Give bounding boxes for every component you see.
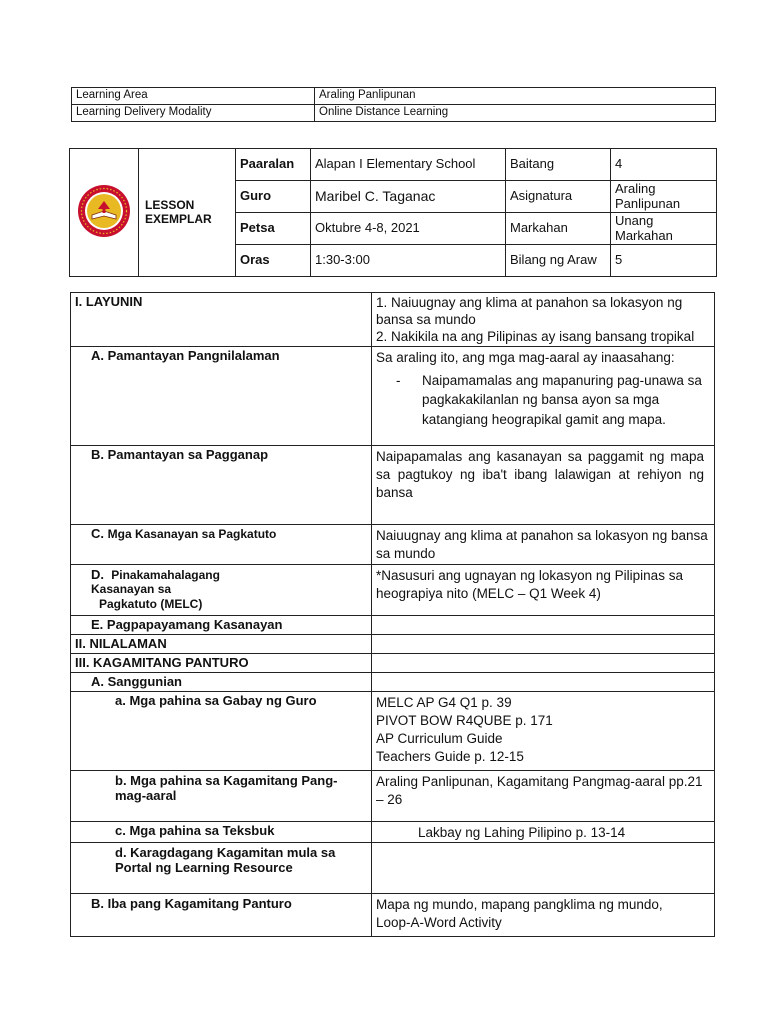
label-text: Pagkatuto (MELC) xyxy=(99,596,203,611)
content-row xyxy=(71,653,715,672)
row-label: I. LAYUNIN xyxy=(71,293,372,347)
textbook-text: Lakbay ng Lahing Pilipino p. 13-14 xyxy=(418,824,626,840)
content-row xyxy=(71,564,715,615)
content-row xyxy=(71,445,715,524)
header-value: Oktubre 4-8, 2021 xyxy=(311,213,506,245)
bullet-dash: - xyxy=(396,372,401,388)
header-label: Bilang ng Araw xyxy=(506,245,611,277)
row-label: A. Pamantayan Pangnilalaman xyxy=(71,346,372,445)
content-row xyxy=(71,842,715,893)
material-line: Loop-A-Word Activity xyxy=(376,915,502,931)
reference-line: PIVOT BOW R4QUBE p. 171 xyxy=(376,712,553,728)
header-label: Asignatura xyxy=(506,181,611,213)
header-label: Oras xyxy=(236,245,311,277)
info-key: Learning Delivery Modality xyxy=(72,105,315,122)
info-key: Learning Area xyxy=(72,88,315,105)
lesson-title-line: LESSON xyxy=(145,197,195,212)
header-value: Alapan I Elementary School xyxy=(311,149,506,181)
row-label: III. KAGAMITANG PANTURO xyxy=(71,653,372,672)
row-label: c. Mga pahina sa Teksbuk xyxy=(71,821,372,842)
info-row xyxy=(72,105,716,122)
row-content: Araling Panlipunan, Kagamitang Pangmag-aaral pp.21 – 26 xyxy=(372,770,715,821)
bullet-item xyxy=(396,371,710,430)
intro-text: Sa araling ito, ang mga mag-aaral ay inaasahang: xyxy=(376,349,675,365)
row-content xyxy=(372,842,715,893)
reference-line: MELC AP G4 Q1 p. 39 xyxy=(376,694,512,710)
content-row xyxy=(71,821,715,842)
row-label xyxy=(71,564,372,615)
content-row xyxy=(71,691,715,770)
reference-line: AP Curriculum Guide xyxy=(376,731,503,747)
content-row xyxy=(71,770,715,821)
header-row xyxy=(70,149,717,181)
info-row xyxy=(72,88,716,105)
row-label: E. Pagpapayamang Kasanayan xyxy=(71,615,372,634)
label-text: Kasanayan sa xyxy=(91,582,172,597)
row-content xyxy=(372,691,715,770)
lesson-title-line: EXEMPLAR xyxy=(145,211,212,226)
row-label: II. NILALAMAN xyxy=(71,634,372,653)
material-line: Mapa ng mundo, mapang pangklima ng mundo, xyxy=(376,896,663,912)
objective-line: 2. Nakikila na ang Pilipinas ay isang bansang tropikal xyxy=(376,328,695,344)
header-value: Araling Panlipunan xyxy=(611,181,717,213)
label-text: Mga Kasanayan sa Pagkatuto xyxy=(107,526,277,541)
header-label: Petsa xyxy=(236,213,311,245)
header-table xyxy=(69,148,717,277)
row-content xyxy=(372,293,715,347)
school-seal-icon xyxy=(76,183,132,239)
info-value: Online Distance Learning xyxy=(315,105,716,122)
objective-line: 1. Naiuugnay ang klima at panahon sa lokasyon ng bansa sa mundo xyxy=(376,295,683,327)
row-label: b. Mga pahina sa Kagamitang Pang-mag-aaral xyxy=(71,770,372,821)
row-content xyxy=(372,346,715,445)
info-table xyxy=(71,87,716,122)
content-row xyxy=(71,893,715,936)
row-label: a. Mga pahina sa Gabay ng Guro xyxy=(71,691,372,770)
header-value: 4 xyxy=(611,149,717,181)
reference-line: Teachers Guide p. 12-15 xyxy=(376,749,524,765)
school-logo-cell xyxy=(70,149,139,277)
label-text: Pinakamahalagang xyxy=(111,567,220,582)
row-label xyxy=(71,524,372,564)
content-row xyxy=(71,346,715,445)
info-value: Araling Panlipunan xyxy=(315,88,716,105)
row-label: A. Sanggunian xyxy=(71,672,372,691)
row-content xyxy=(372,653,715,672)
header-label: Guro xyxy=(236,181,311,213)
row-content xyxy=(372,634,715,653)
header-label: Markahan xyxy=(506,213,611,245)
row-content xyxy=(372,821,715,842)
row-content xyxy=(372,893,715,936)
header-value: Maribel C. Taganac xyxy=(311,181,506,213)
row-content: Naiuugnay ang klima at panahon sa lokasyon ng bansa sa mundo xyxy=(372,524,715,564)
row-content: Naipapamalas ang kasanayan sa paggamit ng mapa sa pagtukoy ng iba't ibang lalawigan at rehiyon ng bansa xyxy=(372,445,715,524)
header-value: Unang Markahan xyxy=(611,213,717,245)
row-label: B. Pamantayan sa Pagganap xyxy=(71,445,372,524)
header-value: 5 xyxy=(611,245,717,277)
row-label: d. Karagdagang Kagamitan mula sa Portal ng Learning Resource xyxy=(71,842,372,893)
row-content xyxy=(372,672,715,691)
row-content: *Nasusuri ang ugnayan ng lokasyon ng Pilipinas sa heograpiya nito (MELC – Q1 Week 4) xyxy=(372,564,715,615)
lesson-exemplar-title xyxy=(139,149,236,277)
bullet-text: Naipamamalas ang mapanuring pag-unawa sa pagkakakilanlan ng bansa ayon sa mga katangiang heograpikal gamit ang mapa. xyxy=(422,372,702,427)
header-label: Paaralan xyxy=(236,149,311,181)
content-row xyxy=(71,672,715,691)
header-value: 1:30-3:00 xyxy=(311,245,506,277)
header-label: Baitang xyxy=(506,149,611,181)
label-letter: C. xyxy=(91,525,104,541)
content-row xyxy=(71,634,715,653)
label-letter: D. xyxy=(91,566,104,582)
content-table xyxy=(70,292,715,937)
row-label: B. Iba pang Kagamitang Panturo xyxy=(71,893,372,936)
row-content xyxy=(372,615,715,634)
content-row xyxy=(71,524,715,564)
content-row xyxy=(71,293,715,347)
content-row xyxy=(71,615,715,634)
